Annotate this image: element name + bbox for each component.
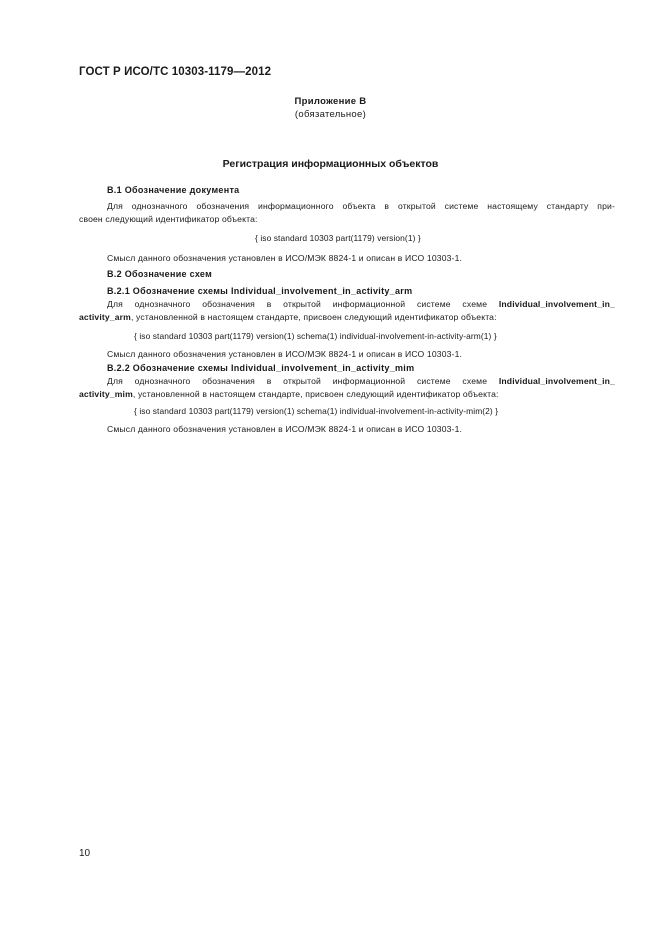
clause-b22-meaning: Смысл данного обозначения установлен в ИСО/МЭК 8824-1 и описан в ИСО 10303-1. — [107, 424, 463, 434]
clause-b21-heading: В.2.1 Обозначение схемы Individual_involvement_in_activity_arm — [107, 286, 413, 296]
clause-b22-heading: В.2.2 Обозначение схемы Individual_involvement_in_activity_mim — [107, 363, 415, 373]
clause-b1-identifier: { iso standard 10303 part(1179) version(1) } — [255, 233, 421, 243]
clause-b21-identifier: { iso standard 10303 part(1179) version(1) schema(1) individual-involvement-in-activity-arm(1) } — [134, 331, 497, 341]
schema-name-part: Individual_involvement_in_ — [498, 299, 615, 309]
paragraph-line — [79, 311, 615, 324]
paragraph-text: , установленной в настоящем стандарте, присвоен следующий идентификатор объекта: — [130, 311, 497, 322]
clause-b22-identifier: { iso standard 10303 part(1179) version(1) schema(1) individual-involvement-in-activity-mim(2) } — [134, 406, 499, 416]
schema-name-part: Individual_involvement_in_ — [498, 376, 615, 386]
clause-b21-paragraph — [79, 298, 615, 323]
clause-b1-paragraph — [79, 200, 615, 225]
section-title: Регистрация информационных объектов — [222, 158, 439, 170]
paragraph-text: Для однозначного обозначения в открытой информационной системе схеме — [107, 376, 499, 386]
clause-b21-meaning: Смысл данного обозначения установлен в ИСО/МЭК 8824-1 и описан в ИСО 10303-1. — [107, 349, 463, 359]
paragraph-text: , установленной в настоящем стандарте, присвоен следующий идентификатор объекта: — [132, 388, 499, 399]
page-number: 10 — [79, 848, 91, 859]
clause-b1-meaning: Смысл данного обозначения установлен в ИСО/МЭК 8824-1 и описан в ИСО 10303-1. — [107, 253, 463, 263]
paragraph-text: Для однозначного обозначения в открытой информационной системе схеме — [107, 299, 499, 309]
schema-name-part: activity_mim — [79, 388, 133, 399]
schema-name-part: activity_arm — [79, 311, 131, 322]
paragraph-line: Для однозначного обозначения информационного объекта в открытой системе настоящему стандарту при- — [107, 201, 615, 211]
clause-b2-heading: В.2 Обозначение схем — [107, 269, 213, 279]
clause-b22-paragraph — [79, 375, 615, 400]
clause-b1-heading: В.1 Обозначение документа — [107, 185, 240, 195]
paragraph-line: своен следующий идентификатор объекта: — [79, 213, 258, 224]
appendix-status: (обязательное) — [294, 109, 367, 120]
paragraph-line — [79, 375, 615, 388]
paragraph-line — [79, 388, 615, 401]
document-header-code: ГОСТ Р ИСО/ТС 10303-1179—2012 — [79, 66, 272, 78]
paragraph-line — [79, 298, 615, 311]
appendix-title: Приложение В — [294, 96, 367, 107]
